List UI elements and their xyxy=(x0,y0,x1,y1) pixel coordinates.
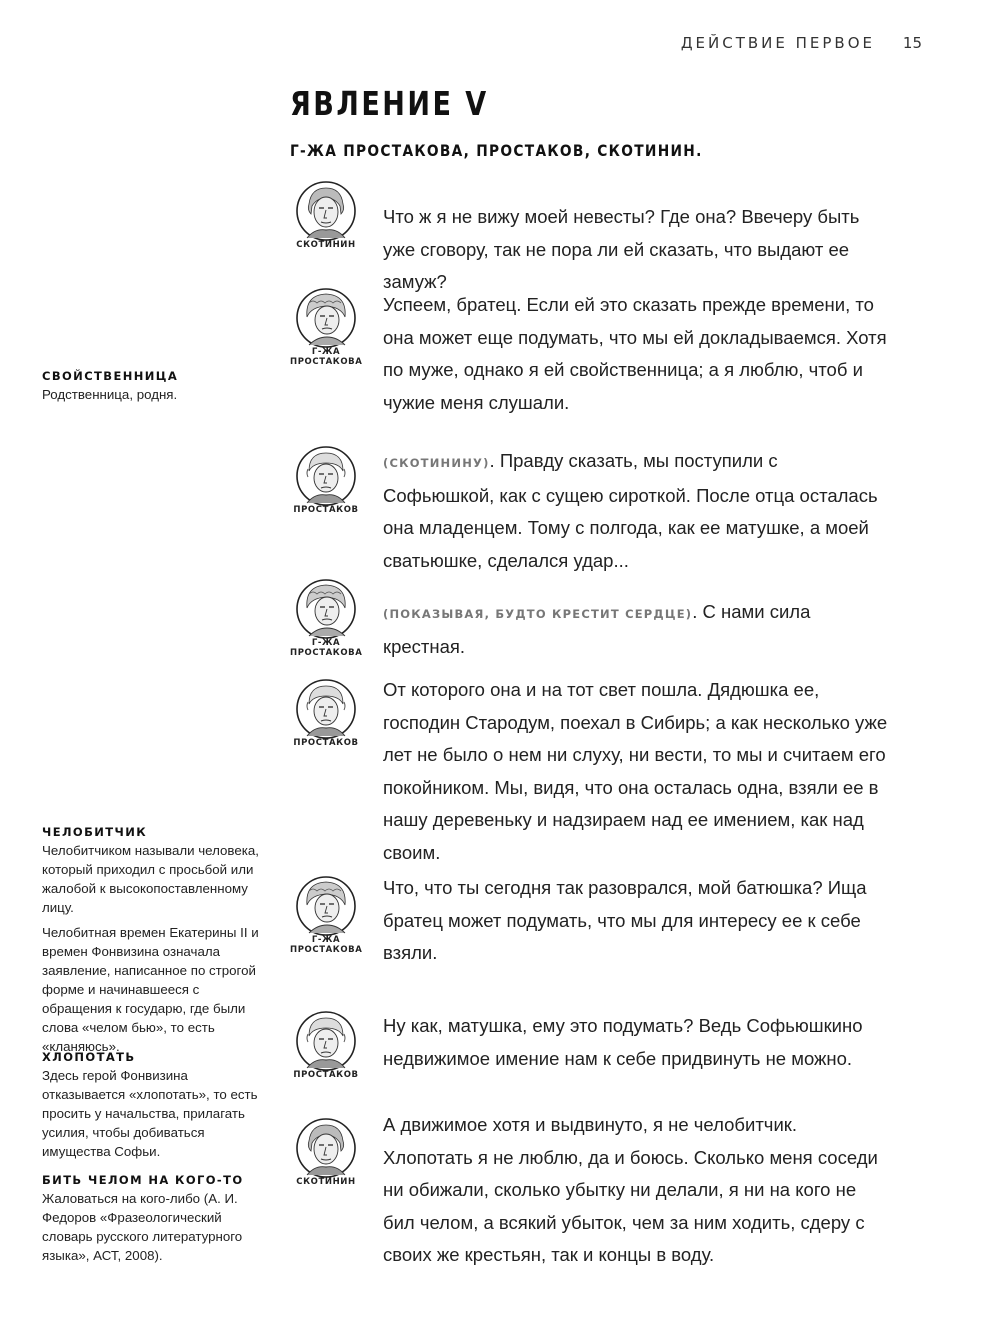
glossary-definition: Челобитная времен Екатерины II и времен Фонвизина означала заявление, написанное по строгой форме и начинавшееся с обращения к государю, где были слова «челом бью», то есть «кланяюсь». xyxy=(42,925,259,1054)
speech-text: От которого она и на тот свет пошла. Дядюшка ее, господин Стародум, поехал в Сибирь; а как несколько уже лет не было о нем ни слуху, ни вести, то мы и считаем его покойником. Мы, видя, что она осталась одна, взяли ее в нашу деревеньку и надзираем над ее имением, как над своим. xyxy=(383,679,888,863)
glossary-entry-bit-chelom xyxy=(42,1173,272,1271)
prostakov-portrait-icon xyxy=(295,678,357,740)
page-number: 15 xyxy=(902,34,922,52)
speaker-name: Г-ЖА ПРОСТАКОВА xyxy=(290,347,363,367)
prostakov-portrait-icon xyxy=(295,1010,357,1072)
glossary-definition: Челобитчиком называли человека, который приходил с просьбой или жалобой к высокопоставленному лицу. xyxy=(42,843,259,915)
stage-direction: (ПОКАЗЫВАЯ, БУДТО КРЕСТИТ СЕРДЦЕ) xyxy=(383,607,693,621)
skotinin-portrait-icon xyxy=(295,1117,357,1179)
speaker-name: СКОТИНИН xyxy=(296,1177,356,1187)
speech-text: Ну как, матушка, ему это подумать? Ведь Софьюшкино недвижимое имение нам к себе придвинуть не можно. xyxy=(383,1015,863,1069)
speaker-portrait xyxy=(290,1010,362,1080)
speaker-portrait xyxy=(290,678,362,748)
scene-title: ЯВЛЕНИЕ V xyxy=(290,84,489,123)
glossary-term: БИТЬ ЧЕЛОМ НА КОГО-ТО xyxy=(42,1173,244,1187)
glossary-entry-svoystvennitsa xyxy=(42,369,272,410)
glossary-term: ЧЕЛОБИТЧИК xyxy=(42,825,148,839)
speech-text: Что ж я не вижу моей невесты? Где она? Ввечеру быть уже сговору, так не пора ли ей сказать, что выдают ее замуж? xyxy=(383,206,860,292)
speaker-portrait xyxy=(290,180,362,250)
speaker-portrait xyxy=(290,1117,362,1187)
section-title: ДЕЙСТВИЕ ПЕРВОЕ xyxy=(680,34,875,52)
speech-text: А движимое хотя и выдвинуто, я не челобитчик. Хлопотать я не люблю, да и боюсь. Сколько меня соседи ни обижали, сколько убытку ни делали, я ни на кого не бил челом, а всякий убыток, чем за ним ходить, сдеру с своих же крестьян, так и концы в воду. xyxy=(383,1114,878,1265)
stage-direction: (СКОТИНИНУ) xyxy=(383,456,490,470)
speaker-name: ПРОСТАКОВ xyxy=(293,505,359,515)
prostakova-portrait-icon xyxy=(295,875,357,937)
glossary-definition: Родственница, родня. xyxy=(42,387,178,402)
speech-text xyxy=(383,445,888,577)
prostakova-portrait-icon xyxy=(295,287,357,349)
cast-list: Г-ЖА ПРОСТАКОВА, ПРОСТАКОВ, СКОТИНИН. xyxy=(290,141,703,160)
prostakova-portrait-icon xyxy=(295,578,357,640)
speaker-portrait xyxy=(290,445,362,515)
speech-text: Успеем, братец. Если ей это сказать прежде времени, то она может еще подумать, что мы ей докладываемся. Хотя по муже, однако я ей свойственница; а я люблю, чтоб и чужие меня слушали. xyxy=(383,294,887,413)
speaker-name: ПРОСТАКОВ xyxy=(293,738,359,748)
glossary-definition: Здесь герой Фонвизина отказывается «хлопотать», то есть просить у начальства, прилагать усилия, чтобы добиваться имущества Софьи. xyxy=(42,1068,258,1159)
speech-text-body: . С нами сила крестная. xyxy=(383,601,811,657)
speech-text xyxy=(383,596,888,663)
speaker-name: Г-ЖА ПРОСТАКОВА xyxy=(290,638,363,658)
speaker-portrait xyxy=(290,287,362,367)
glossary-entry-chelobitchik xyxy=(42,825,272,1062)
prostakov-portrait-icon xyxy=(295,445,357,507)
speaker-portrait xyxy=(290,875,362,955)
glossary-definition: Жаловаться на кого-либо (А. И. Федоров «Фразеологический словарь русского литературного языка», АСТ, 2008). xyxy=(42,1191,243,1263)
glossary-term: СВОЙСТВЕННИЦА xyxy=(42,369,179,383)
speaker-name: СКОТИНИН xyxy=(296,240,356,250)
glossary-term: ХЛОПОТАТЬ xyxy=(42,1050,136,1064)
speaker-portrait xyxy=(290,578,362,658)
speech-text: Что, что ты сегодня так разоврался, мой батюшка? Ища братец может подумать, что мы для интересу ее к себе взяли. xyxy=(383,877,867,963)
speaker-name: Г-ЖА ПРОСТАКОВА xyxy=(290,935,363,955)
speaker-name: ПРОСТАКОВ xyxy=(293,1070,359,1080)
glossary-entry-khlopotat xyxy=(42,1050,272,1167)
speech-text-body: . Правду сказать, мы поступили с Софьюшкой, как с сущею сироткой. После отца осталась она младенцем. Тому с полгода, как ее матушке, а моей сватьюшке, сделался удар... xyxy=(383,450,878,571)
skotinin-portrait-icon xyxy=(295,180,357,242)
